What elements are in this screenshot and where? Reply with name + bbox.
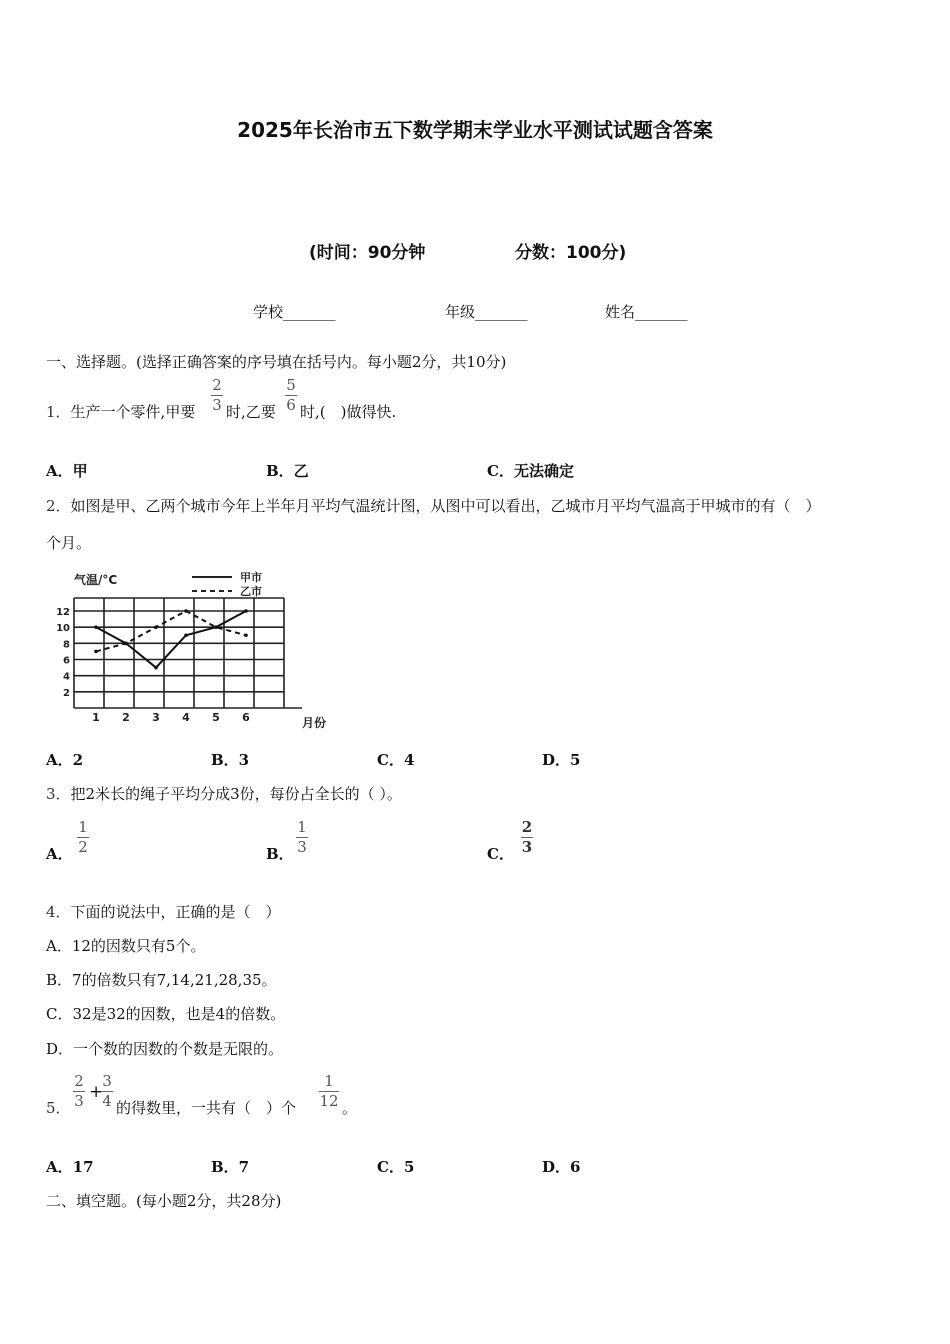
y-tick-label: 2 (63, 687, 70, 699)
section-2-heading: 二、填空题。(每小题2分，共28分) (46, 1192, 282, 1210)
section-1-heading: 一、选择题。(选择正确答案的序号填在括号内。每小题2分，共10分) (46, 353, 507, 371)
temperature-chart (52, 568, 342, 734)
option-b[interactable]: B．3 (211, 751, 250, 769)
fraction-five-sixths: 5 6 (286, 376, 296, 414)
x-tick-label: 4 (182, 711, 190, 724)
question-text: 把2米长的绳子平均分成3份，每份占全长的（ ）。 (70, 785, 402, 803)
question-3 (46, 783, 402, 804)
x-ticks (92, 711, 250, 724)
grade-field: 年级_______ (445, 303, 528, 321)
y-tick-label: 4 (63, 671, 70, 683)
x-tick-label: 3 (152, 711, 160, 724)
x-axis-label: 月份 (302, 716, 327, 730)
fraction-one-half: 1 2 (78, 818, 88, 856)
jia-point (184, 633, 188, 637)
option-a[interactable]: A．17 (46, 1158, 94, 1176)
option-c[interactable]: C．5 (377, 1158, 415, 1176)
x-tick-label: 1 (92, 711, 100, 724)
exam-time: (时间：90分钟 (309, 243, 426, 263)
question-text: 时,( )做得快. (300, 403, 397, 421)
option-d[interactable]: D．6 (542, 1158, 581, 1176)
question-text: 生产一个零件,甲要 (70, 403, 196, 421)
x-tick-label: 2 (122, 711, 130, 724)
jia-point (94, 625, 98, 629)
question-4 (46, 901, 281, 922)
jia-point (244, 609, 248, 613)
fraction-one-third: 1 3 (297, 818, 307, 856)
question-text: 的得数里，一共有（ ）个 (116, 1099, 297, 1117)
option-b[interactable]: B． (266, 845, 294, 863)
name-field: 姓名_______ (605, 303, 688, 321)
option-a[interactable]: A．2 (46, 751, 84, 769)
y-tick-label: 6 (63, 655, 70, 667)
question-text: 。 (342, 1099, 358, 1117)
option-b[interactable]: B．7的倍数只有7,14,21,28,35。 (46, 971, 277, 989)
y-axis-label: 气温/°C (74, 573, 118, 587)
y-tick-label: 12 (56, 607, 70, 618)
option-b[interactable]: B．7 (211, 1158, 250, 1176)
exam-score: 分数：100分) (515, 243, 627, 263)
question-number: 3． (46, 785, 71, 803)
option-a[interactable]: A．甲 (46, 462, 88, 480)
fraction-two-thirds: 2 3 (521, 818, 533, 856)
option-a[interactable]: A． (46, 845, 73, 863)
yi-point (184, 609, 188, 613)
option-a[interactable]: A．12的因数只有5个。 (46, 937, 206, 955)
question-number: 1． (46, 403, 71, 421)
option-b[interactable]: B．乙 (266, 462, 309, 480)
x-tick-label: 6 (242, 711, 250, 724)
question-text: 如图是甲、乙两个城市今年上半年月平均气温统计图，从图中可以看出，乙城市月平均气温高于甲城市的有（ ） (70, 497, 821, 515)
option-c[interactable]: C．无法确定 (487, 462, 574, 480)
question-text: 下面的说法中，正确的是（ ） (70, 903, 281, 921)
fraction-one-twelfth: 1 12 (319, 1072, 339, 1110)
y-tick-label: 8 (63, 639, 70, 651)
yi-point (124, 642, 128, 646)
question-number: 2． (46, 497, 71, 515)
plus-sign: + (89, 1082, 104, 1102)
yi-point (154, 625, 158, 629)
option-c[interactable]: C．4 (377, 751, 415, 769)
question-number: 5． (46, 1099, 71, 1117)
y-tick-label: 10 (56, 623, 70, 635)
jia-point (154, 666, 158, 670)
x-tick-label: 5 (212, 711, 220, 724)
yi-point (214, 625, 218, 629)
question-text: 时,乙要 (226, 403, 276, 421)
question-text-cont: 个月。 (46, 534, 92, 552)
question-1 (46, 401, 195, 422)
option-d[interactable]: D．一个数的因数的个数是无限的。 (46, 1040, 284, 1058)
yi-point (244, 633, 248, 637)
option-c[interactable]: C． (487, 845, 514, 863)
fraction-two-thirds: 2 3 (74, 1072, 84, 1110)
page-title: 2025年长治市五下数学期末学业水平测试试题含答案 (237, 118, 713, 142)
fraction-three-quarters: 3 4 (102, 1072, 112, 1110)
chart-grid (74, 598, 302, 708)
yi-point (94, 650, 98, 654)
question-2 (46, 495, 821, 516)
option-d[interactable]: D．5 (542, 751, 581, 769)
option-c[interactable]: C．32是32的因数，也是4的倍数。 (46, 1005, 286, 1023)
fraction-two-thirds: 2 3 (212, 376, 222, 414)
y-ticks (56, 607, 70, 699)
question-number: 4． (46, 903, 71, 921)
legend-jia: 甲市 (240, 571, 262, 584)
legend-yi: 乙市 (240, 585, 262, 598)
school-field: 学校_______ (253, 303, 336, 321)
